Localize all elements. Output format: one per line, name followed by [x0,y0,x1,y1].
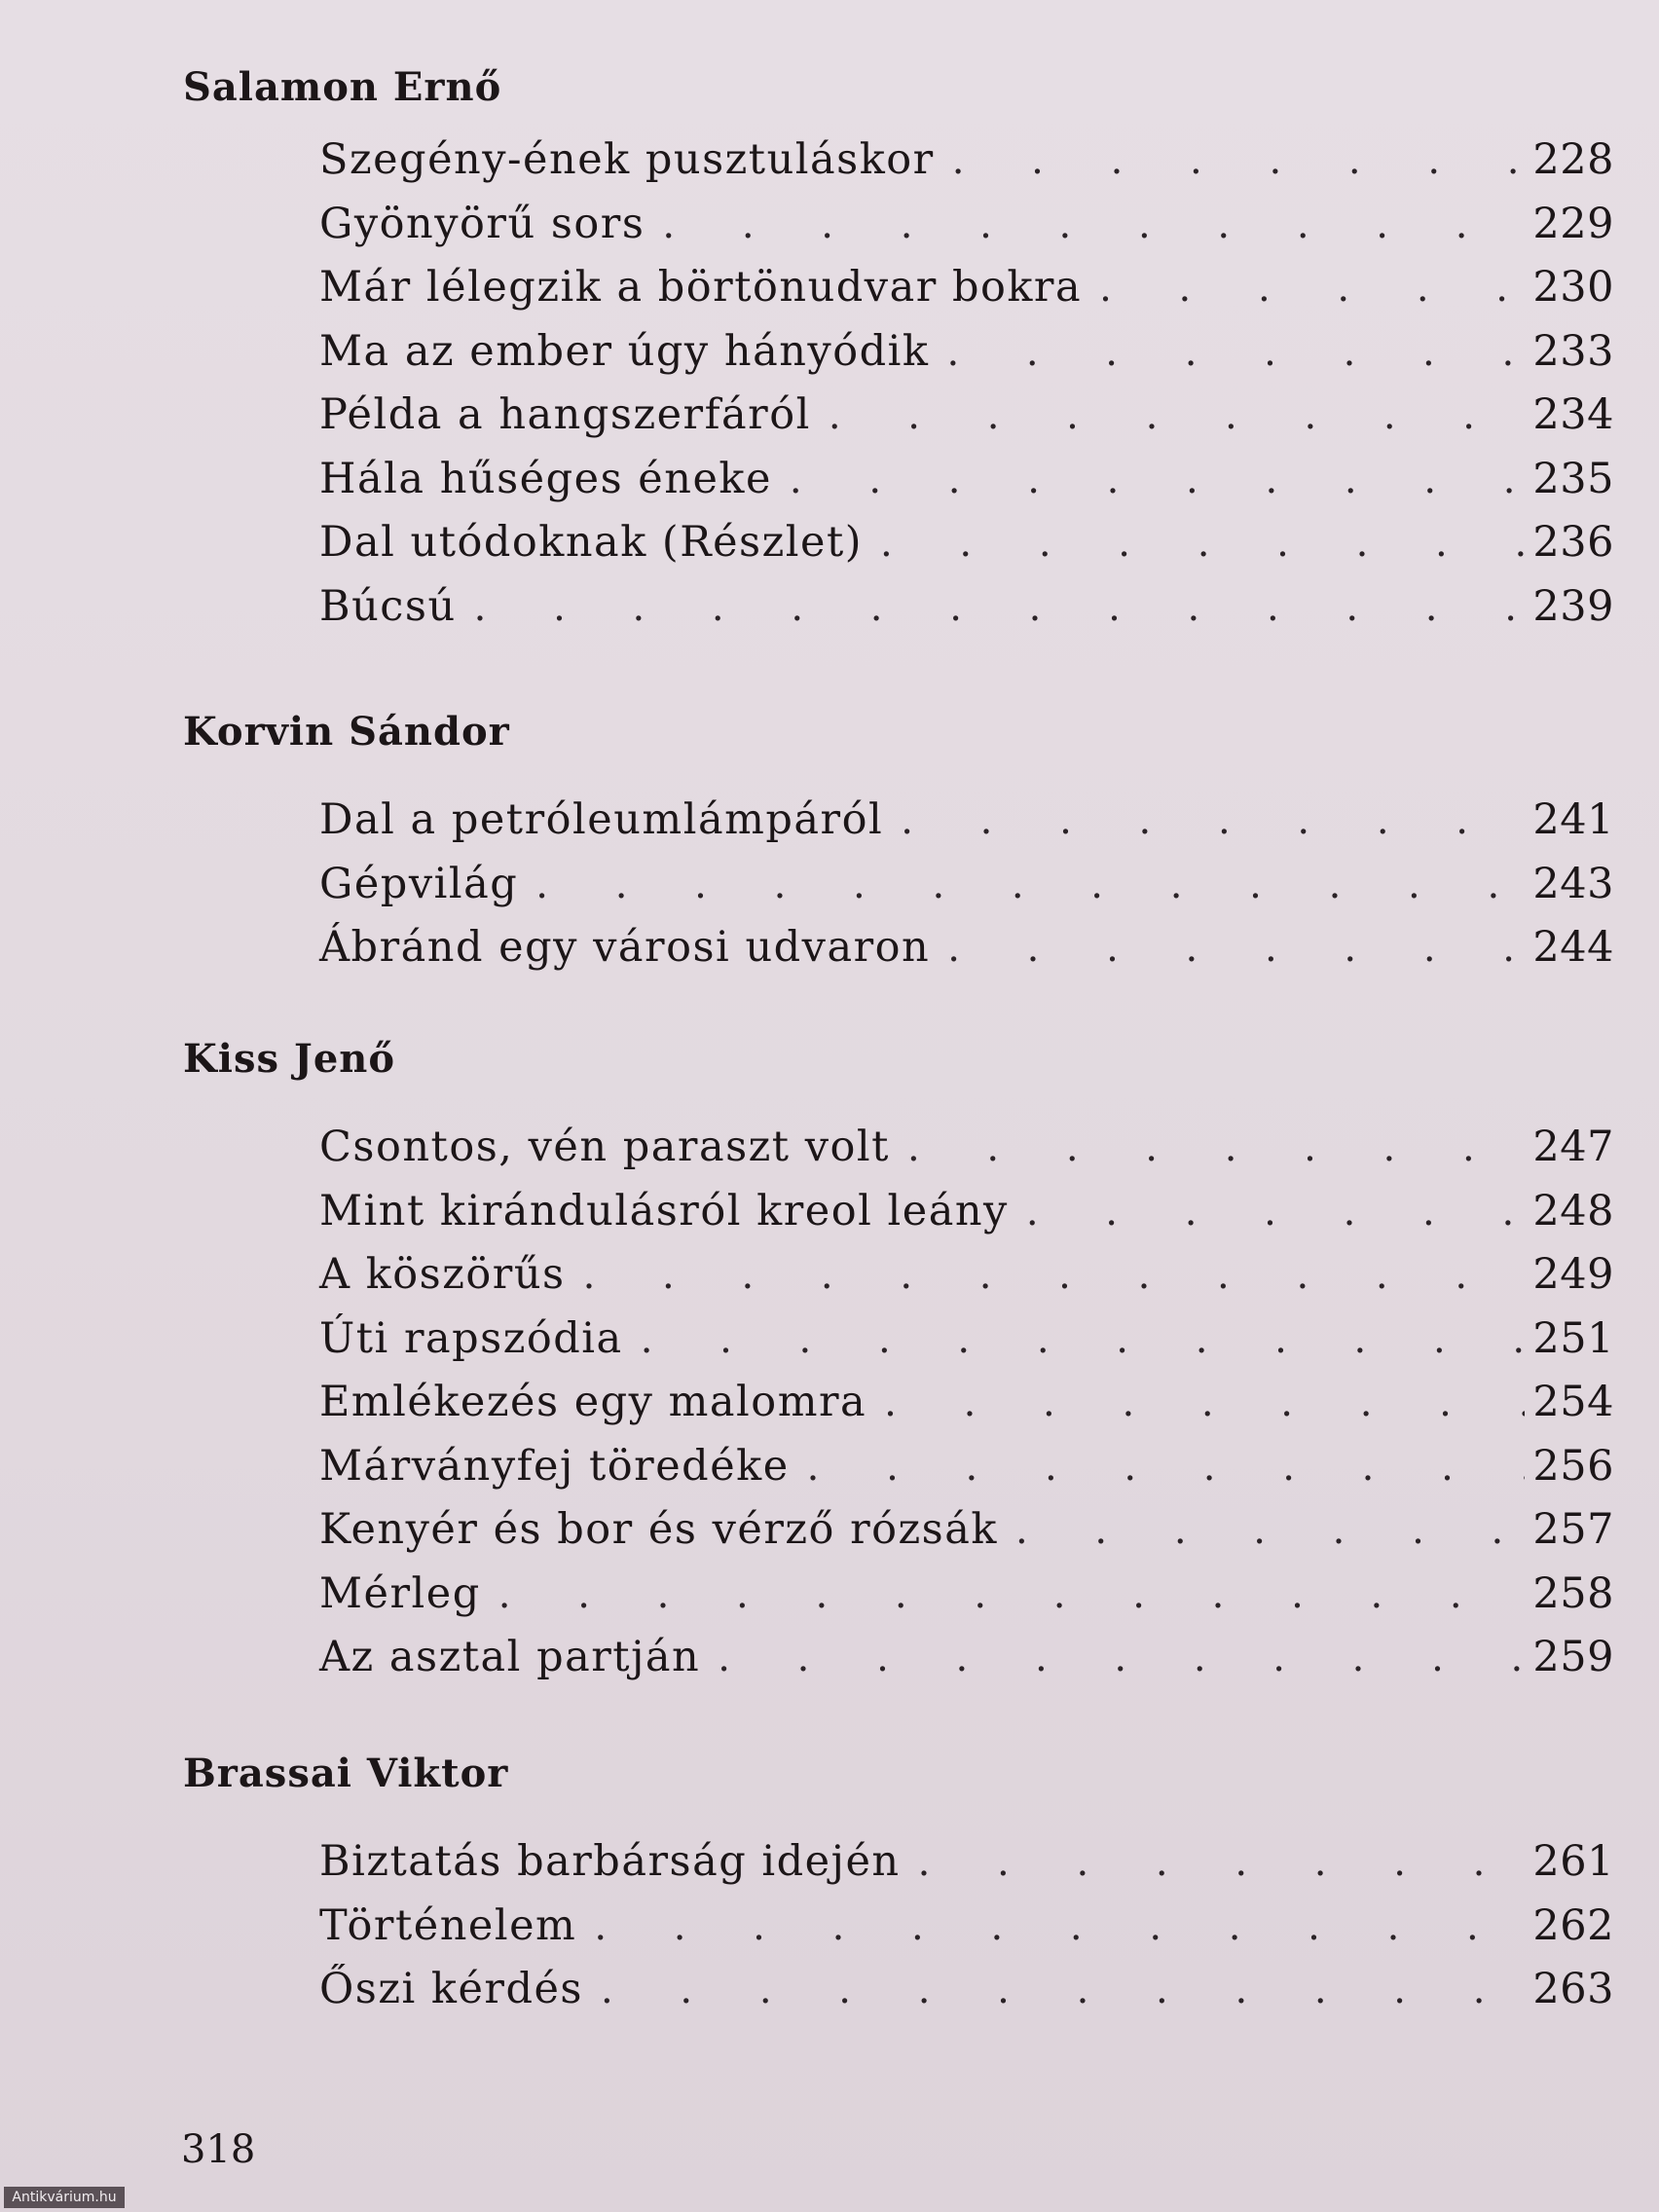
entry-title: Példa a hangszerfáról [319,390,811,439]
dot-leader [790,449,1525,513]
toc-section-kiss [183,1032,1614,1690]
entry-page-number: 262 [1532,1900,1614,1950]
dot-leader [884,1372,1525,1436]
entry-page-number: 244 [1532,923,1614,972]
toc-entry [319,256,1614,320]
entry-page-number: 261 [1532,1837,1614,1886]
toc-entry [319,853,1614,917]
author-heading: Korvin Sándor [183,709,510,755]
entry-page-number: 263 [1532,1965,1614,2013]
toc-entry [319,384,1614,448]
entry-title: Hála hűséges éneke [319,454,772,503]
entry-title: Szegény-ének pusztuláskor [319,135,935,184]
entry-page-number: 239 [1532,581,1614,631]
dot-leader [474,576,1525,641]
entry-page-number: 247 [1532,1123,1614,1171]
toc-entry [319,448,1614,512]
toc-section-korvin [183,705,1614,980]
toc-entry [319,575,1614,640]
entry-list [183,1830,1614,2022]
toc-entry [319,1563,1614,1627]
dot-leader [641,1309,1525,1373]
entry-title: Emlékezés egy malomra [319,1378,867,1426]
dot-leader [601,1959,1525,2023]
toc-entry [319,1308,1614,1372]
entry-title: Kenyér és bor és vérző rózsák [319,1505,998,1554]
entry-page-number: 230 [1532,263,1614,312]
toc-entry [319,1498,1614,1563]
dot-leader [880,512,1525,576]
toc-entry [319,1958,1614,2022]
entry-title: Mint kirándulásról kreol leány [319,1186,1009,1235]
entry-title: Mérleg [319,1568,481,1618]
dot-leader [1015,1499,1525,1564]
dot-leader [662,194,1525,258]
dot-leader [498,1564,1525,1628]
dot-leader [583,1244,1525,1309]
entry-page-number: 256 [1532,1441,1614,1491]
toc-entry [319,1895,1614,1959]
entry-title: Az asztal partján [319,1633,701,1681]
entry-page-number: 243 [1532,859,1614,908]
toc-entry [319,789,1614,853]
toc-entry [319,1435,1614,1499]
entry-title: Úti rapszódia [319,1313,623,1363]
entry-page-number: 241 [1532,795,1614,844]
dot-leader [901,790,1525,854]
entry-title: Csontos, vén paraszt volt [319,1123,890,1171]
entry-page-number: 257 [1532,1505,1614,1554]
entry-title: Őszi kérdés [319,1965,583,2013]
dot-leader [807,1436,1525,1500]
entry-title: Ábránd egy városi udvaron [319,923,931,972]
toc-entry [319,320,1614,385]
dot-leader [907,1117,1525,1181]
entry-title: Búcsú [319,581,457,631]
dot-leader [594,1896,1525,1960]
entry-title: Történelem [319,1900,577,1950]
dot-leader [946,321,1525,386]
dot-leader [918,1831,1525,1896]
toc-entry [319,1626,1614,1690]
author-heading: Brassai Viktor [183,1751,509,1796]
entry-page-number: 251 [1532,1313,1614,1363]
entry-page-number: 233 [1532,326,1614,376]
entry-page-number: 249 [1532,1250,1614,1299]
toc-entry [319,1243,1614,1308]
entry-list [183,1116,1614,1690]
dot-leader [829,385,1525,449]
dot-leader [947,917,1525,981]
toc-entry [319,1830,1614,1895]
entry-title: Gépvilág [319,859,519,908]
entry-list [183,789,1614,980]
toc-entry [319,511,1614,575]
entry-list [183,129,1614,639]
dot-leader [1099,257,1525,321]
toc-entry [319,1371,1614,1435]
entry-page-number: 254 [1532,1378,1614,1426]
entry-title: A köszörűs [319,1250,566,1299]
toc-section-brassai [183,1747,1614,2022]
entry-title: Dal a petróleumlámpáról [319,795,884,844]
author-heading: Salamon Ernő [183,64,502,110]
entry-title: Gyönyörű sors [319,199,645,248]
entry-page-number: 229 [1532,199,1614,248]
entry-page-number: 235 [1532,454,1614,503]
entry-page-number: 248 [1532,1186,1614,1235]
entry-title: Már lélegzik a börtönudvar bokra [319,263,1083,312]
watermark: Antikvárium.hu [4,2187,125,2208]
entry-title: Márványfej töredéke [319,1441,790,1491]
entry-page-number: 236 [1532,518,1614,567]
toc-entry [319,916,1614,980]
dot-leader [952,129,1525,194]
entry-page-number: 228 [1532,135,1614,184]
toc-entry [319,1116,1614,1180]
dot-leader [535,854,1525,918]
entry-title: Biztatás barbárság idején [319,1837,901,1886]
toc-section-salamon [183,60,1614,639]
page-number: 318 [181,2127,256,2172]
dot-leader [718,1627,1525,1691]
dot-leader [1026,1181,1525,1245]
entry-page-number: 259 [1532,1633,1614,1681]
author-heading: Kiss Jenő [183,1036,396,1082]
entry-title: Dal utódoknak (Részlet) [319,518,863,567]
toc-entry [319,129,1614,193]
toc-entry [319,193,1614,257]
toc-entry [319,1180,1614,1244]
entry-page-number: 258 [1532,1568,1614,1618]
entry-title: Ma az ember úgy hányódik [319,326,930,376]
entry-page-number: 234 [1532,390,1614,439]
